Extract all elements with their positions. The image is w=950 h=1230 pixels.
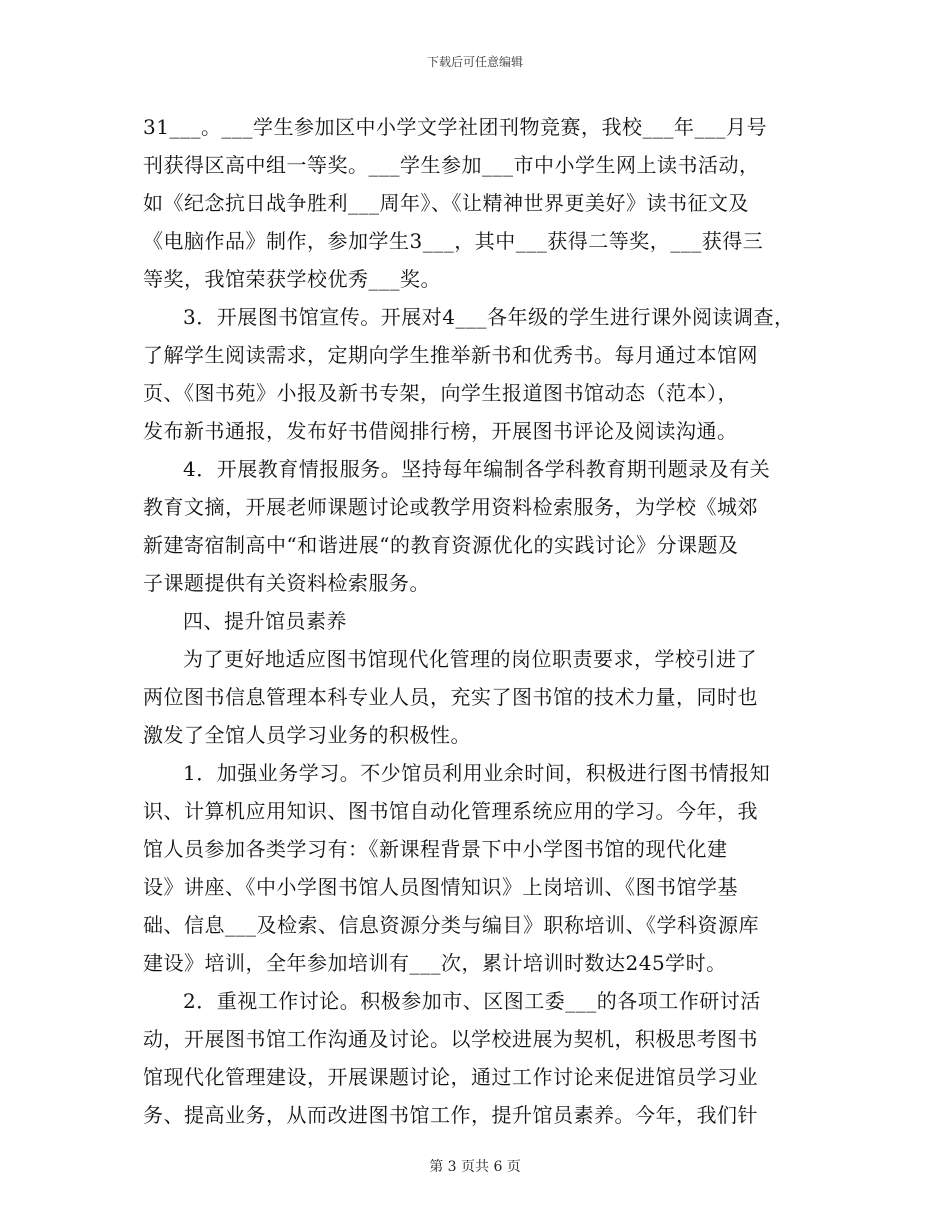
- body-text-line: 3．开展图书馆宣传。开展对4___各年级的学生进行课外阅读调查，: [183, 305, 795, 329]
- body-text-line: 了解学生阅读需求，定期向学生推举新书和优秀书。每月通过本馆网: [143, 343, 758, 367]
- body-text-line: 激发了全馆人员学习业务的积极性。: [143, 723, 471, 747]
- page-footer: 第 3 页共 6 页: [429, 1159, 521, 1175]
- body-text-line: 建设》培训，全年参加培训有___次，累计培训时数达245学时。: [143, 951, 727, 975]
- body-text-line: 2．重视工作讨论。积极参加市、区图工委___的各项工作研讨活: [183, 989, 761, 1013]
- body-text-line: 发布新书通报，发布好书借阅排行榜，开展图书评论及阅读沟通。: [143, 419, 738, 443]
- body-text-line: 1．加强业务学习。不少馆员利用业余时间，积极进行图书情报知: [183, 761, 771, 785]
- body-text-line: 馆人员参加各类学习有：《新课程背景下中小学图书馆的现代化建: [143, 837, 728, 861]
- body-text-line: 动，开展图书馆工作沟通及讨论。以学校进展为契机，积极思考图书: [143, 1027, 758, 1051]
- body-text-line: 如《纪念抗日战争胜利___周年》、《让精神世界更美好》读书征文及: [143, 191, 749, 215]
- body-text-line: 础、信息___及检索、信息资源分类与编目》职称培训、《学科资源库: [143, 913, 759, 937]
- body-text-line: 《电脑作品》制作，参加学生3___，其中___获得二等奖，___获得三: [143, 229, 764, 253]
- body-text-line: 新建寄宿制高中“和谐进展“的教育资源优化的实践讨论》分课题及: [143, 533, 739, 557]
- body-text-line: 31___。___学生参加区中小学文学社团刊物竞赛，我校___年___月号: [143, 115, 767, 139]
- body-text-line: 识、计算机应用知识、图书馆自动化管理系统应用的学习。今年，我: [143, 799, 758, 823]
- body-text-line: 等奖，我馆荣获学校优秀___奖。: [143, 267, 441, 291]
- body-text-line: 刊获得区高中组一等奖。___学生参加___市中小学生网上读书活动，: [143, 153, 760, 177]
- body-text-line: 4．开展教育情报服务。坚持每年编制各学科教育期刊题录及有关: [183, 457, 771, 481]
- body-text-line: 子课题提供有关资料检索服务。: [143, 571, 430, 595]
- body-text-line: 设》讲座、《中小学图书馆人员图情知识》上岗培训、《图书馆学基: [143, 875, 738, 899]
- document-body: [143, 108, 843, 1134]
- body-text-line: 为了更好地适应图书馆现代化管理的岗位职责要求，学校引进了: [183, 647, 757, 671]
- body-text-line: 务、提高业务，从而改进图书馆工作，提升馆员素养。今年，我们针: [143, 1103, 758, 1127]
- page-header: 下载后可任意编辑: [426, 55, 523, 69]
- body-text-line: 教育文摘，开展老师课题讨论或教学用资料检索服务，为学校《城郊: [143, 495, 758, 519]
- body-text-line: 两位图书信息管理本科专业人员，充实了图书馆的技术力量，同时也: [143, 685, 758, 709]
- body-text-line: 页、《图书苑》小报及新书专架，向学生报道图书馆动态（范本），: [143, 381, 738, 405]
- body-text-line: 馆现代化管理建设，开展课题讨论，通过工作讨论来促进馆员学习业: [143, 1065, 758, 1089]
- body-text-line: 四、提升馆员素养: [183, 609, 347, 633]
